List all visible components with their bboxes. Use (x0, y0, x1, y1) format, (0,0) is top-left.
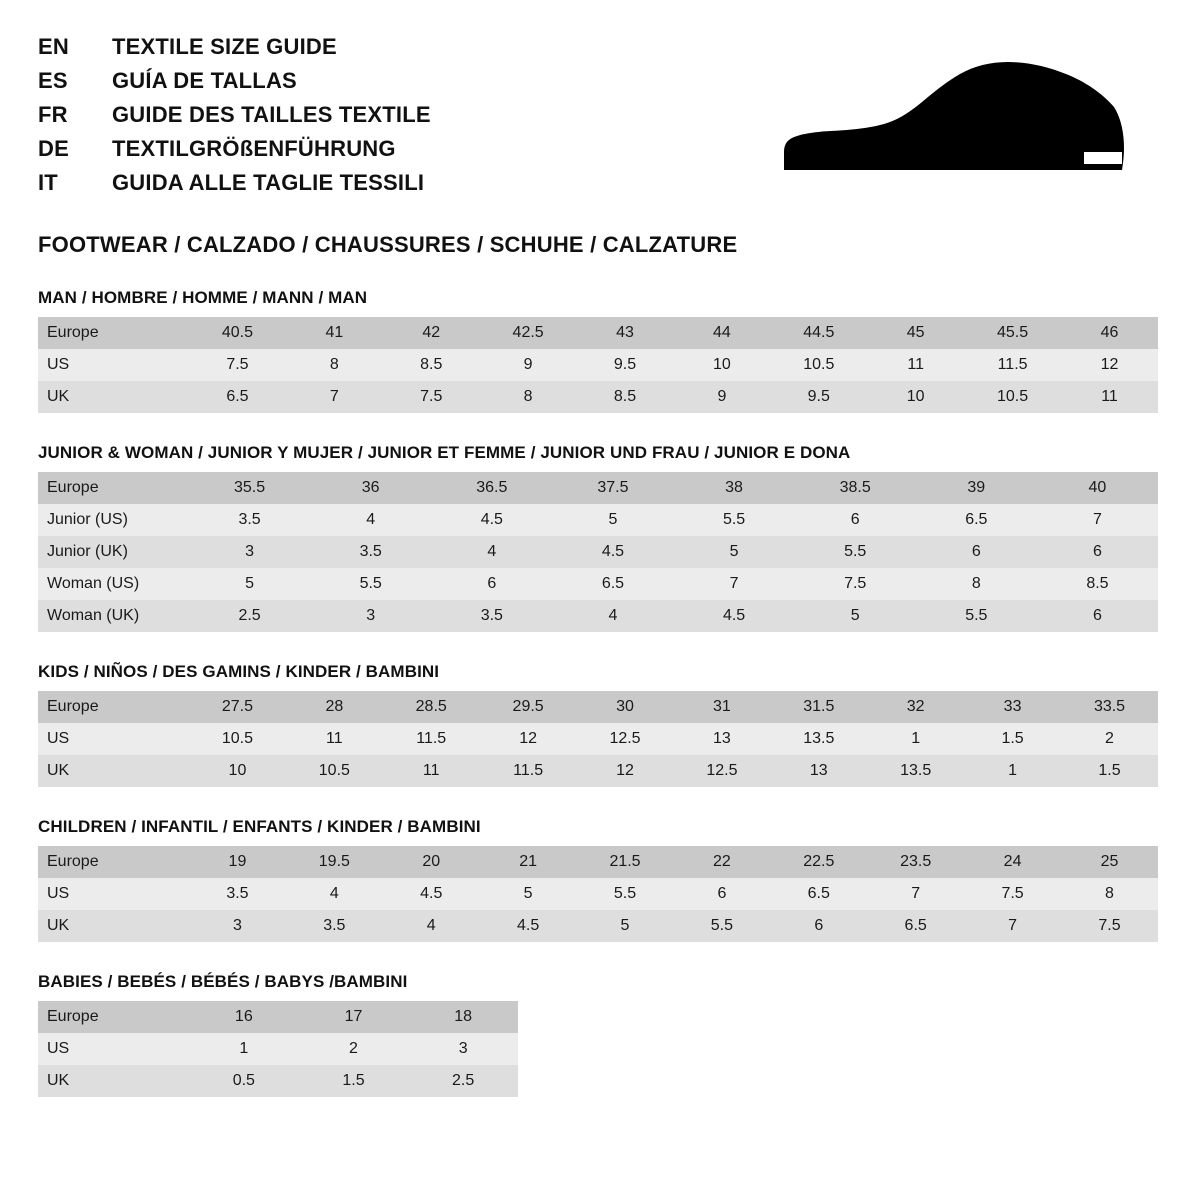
table-row (38, 910, 1158, 942)
size-cell: 6.5 (916, 504, 1037, 536)
size-cell: 4 (286, 878, 383, 910)
table-row (38, 472, 1158, 504)
size-cell: 6 (795, 504, 916, 536)
table-row (38, 381, 1158, 413)
group-title: CHILDREN / INFANTIL / ENFANTS / KINDER / BAMBINI (38, 817, 481, 836)
size-cell: 6 (431, 568, 552, 600)
group-title: KIDS / NIÑOS / DES GAMINS / KINDER / BAMBINI (38, 662, 440, 681)
row-label: Junior (UK) (38, 536, 189, 568)
row-label: Woman (UK) (38, 600, 189, 632)
size-cell: 2 (299, 1033, 409, 1065)
size-cell: 12 (1061, 349, 1158, 381)
size-cell: 1.5 (1061, 755, 1158, 787)
size-cell: 30 (577, 691, 674, 723)
size-cell: 25 (1061, 846, 1158, 878)
size-cell: 24 (964, 846, 1061, 878)
size-cell: 5 (674, 536, 795, 568)
size-cell: 11.5 (480, 755, 577, 787)
size-cell: 10.5 (770, 349, 867, 381)
size-cell: 31.5 (770, 691, 867, 723)
row-label: UK (38, 381, 189, 413)
size-cell: 3 (189, 910, 286, 942)
size-cell: 18 (408, 1001, 518, 1033)
size-cell: 9 (480, 349, 577, 381)
size-cell: 3.5 (431, 600, 552, 632)
size-cell: 13.5 (770, 723, 867, 755)
size-cell: 3.5 (189, 504, 310, 536)
language-code: ES (38, 68, 68, 93)
size-cell: 29.5 (480, 691, 577, 723)
size-cell: 23.5 (867, 846, 964, 878)
row-label: Woman (US) (38, 568, 189, 600)
size-cell: 6.5 (552, 568, 673, 600)
size-cell: 1 (189, 1033, 299, 1065)
size-cell: 8 (1061, 878, 1158, 910)
size-cell: 6.5 (189, 381, 286, 413)
size-cell: 16 (189, 1001, 299, 1033)
size-cell: 7 (1037, 504, 1158, 536)
table-row (38, 600, 1158, 632)
size-cell: 13 (673, 723, 770, 755)
size-cell: 5 (189, 568, 310, 600)
size-cell: 5.5 (673, 910, 770, 942)
size-cell: 5.5 (795, 536, 916, 568)
size-group-junior-woman (38, 443, 1162, 632)
group-title: BABIES / BEBÉS / BÉBÉS / BABYS /BAMBINI (38, 972, 408, 991)
size-group-kids (38, 662, 1162, 787)
size-cell: 38 (674, 472, 795, 504)
size-cell: 44 (673, 317, 770, 349)
size-cell: 6.5 (867, 910, 964, 942)
size-cell: 22 (673, 846, 770, 878)
size-cell: 7.5 (189, 349, 286, 381)
row-label: UK (38, 755, 189, 787)
size-cell: 2 (1061, 723, 1158, 755)
size-cell: 6 (1037, 600, 1158, 632)
size-cell: 8 (286, 349, 383, 381)
size-cell: 5 (480, 878, 577, 910)
size-cell: 6 (770, 910, 867, 942)
size-cell: 4.5 (383, 878, 480, 910)
size-cell: 44.5 (770, 317, 867, 349)
table-row (38, 536, 1158, 568)
language-code: IT (38, 170, 58, 195)
size-cell: 8.5 (383, 349, 480, 381)
size-cell: 5.5 (916, 600, 1037, 632)
table-row (38, 317, 1158, 349)
size-cell: 33 (964, 691, 1061, 723)
size-table-babies (38, 1001, 518, 1097)
size-cell: 40 (1037, 472, 1158, 504)
size-cell: 11 (1061, 381, 1158, 413)
row-label: UK (38, 1065, 189, 1097)
size-cell: 19 (189, 846, 286, 878)
document-header (38, 34, 1162, 204)
size-cell: 5 (552, 504, 673, 536)
size-table-man (38, 317, 1158, 413)
table-row (38, 349, 1158, 381)
size-cell: 21.5 (577, 846, 674, 878)
size-cell: 7.5 (1061, 910, 1158, 942)
size-cell: 11 (383, 755, 480, 787)
language-title: GUÍA DE TALLAS (112, 68, 297, 93)
size-cell: 6 (1037, 536, 1158, 568)
size-cell: 13 (770, 755, 867, 787)
size-cell: 5.5 (577, 878, 674, 910)
row-label: Europe (38, 691, 189, 723)
size-cell: 13.5 (867, 755, 964, 787)
size-cell: 12 (577, 755, 674, 787)
size-cell: 33.5 (1061, 691, 1158, 723)
size-cell: 10.5 (189, 723, 286, 755)
table-row (38, 755, 1158, 787)
row-label: Europe (38, 1001, 189, 1033)
size-cell: 27.5 (189, 691, 286, 723)
language-row-it (38, 170, 431, 196)
size-cell: 22.5 (770, 846, 867, 878)
size-cell: 11.5 (383, 723, 480, 755)
size-group-babies (38, 972, 1162, 1097)
language-title: TEXTILGRÖßENFÜHRUNG (112, 136, 396, 161)
size-cell: 11 (867, 349, 964, 381)
size-cell: 11 (286, 723, 383, 755)
size-cell: 8 (480, 381, 577, 413)
size-cell: 7.5 (964, 878, 1061, 910)
language-row-es (38, 68, 431, 94)
size-cell: 45 (867, 317, 964, 349)
size-cell: 28 (286, 691, 383, 723)
size-cell: 4.5 (431, 504, 552, 536)
size-cell: 7 (964, 910, 1061, 942)
table-row (38, 723, 1158, 755)
table-row (38, 1065, 518, 1097)
size-cell: 7.5 (795, 568, 916, 600)
size-cell: 43 (577, 317, 674, 349)
size-cell: 19.5 (286, 846, 383, 878)
size-cell: 41 (286, 317, 383, 349)
table-row (38, 846, 1158, 878)
language-code: EN (38, 34, 69, 59)
size-group-children (38, 817, 1162, 942)
row-label: Europe (38, 317, 189, 349)
size-cell: 37.5 (552, 472, 673, 504)
size-cell: 10 (867, 381, 964, 413)
size-cell: 42 (383, 317, 480, 349)
size-cell: 36.5 (431, 472, 552, 504)
row-label: Europe (38, 472, 189, 504)
size-cell: 6 (916, 536, 1037, 568)
size-cell: 1.5 (964, 723, 1061, 755)
language-title: TEXTILE SIZE GUIDE (112, 34, 337, 59)
size-cell: 7 (674, 568, 795, 600)
size-cell: 3 (310, 600, 431, 632)
table-row (38, 878, 1158, 910)
size-cell: 12 (480, 723, 577, 755)
size-cell: 3 (408, 1033, 518, 1065)
language-row-de (38, 136, 431, 162)
size-cell: 40.5 (189, 317, 286, 349)
size-cell: 7.5 (383, 381, 480, 413)
size-cell: 5 (577, 910, 674, 942)
size-cell: 21 (480, 846, 577, 878)
size-cell: 4.5 (480, 910, 577, 942)
size-cell: 4 (383, 910, 480, 942)
language-code: DE (38, 136, 69, 161)
group-title: MAN / HOMBRE / HOMME / MANN / MAN (38, 288, 368, 307)
language-list (38, 34, 431, 204)
language-row-fr (38, 102, 431, 128)
size-cell: 42.5 (480, 317, 577, 349)
size-cell: 10.5 (964, 381, 1061, 413)
category-title: FOOTWEAR / CALZADO / CHAUSSURES / SCHUHE / CALZATURE (38, 232, 738, 257)
row-label: US (38, 878, 189, 910)
size-cell: 8 (916, 568, 1037, 600)
size-cell: 4 (552, 600, 673, 632)
size-cell: 4 (431, 536, 552, 568)
size-cell: 5.5 (674, 504, 795, 536)
size-cell: 5 (795, 600, 916, 632)
size-cell: 10 (673, 349, 770, 381)
size-cell: 28.5 (383, 691, 480, 723)
size-cell: 10 (189, 755, 286, 787)
size-cell: 6 (673, 878, 770, 910)
size-cell: 1 (867, 723, 964, 755)
size-cell: 9.5 (770, 381, 867, 413)
size-cell: 6.5 (770, 878, 867, 910)
size-cell: 5.5 (310, 568, 431, 600)
size-cell: 7 (286, 381, 383, 413)
size-cell: 38.5 (795, 472, 916, 504)
size-cell: 36 (310, 472, 431, 504)
table-row (38, 691, 1158, 723)
row-label: US (38, 1033, 189, 1065)
size-cell: 3.5 (189, 878, 286, 910)
size-cell: 10.5 (286, 755, 383, 787)
size-cell: 31 (673, 691, 770, 723)
size-cell: 3.5 (286, 910, 383, 942)
row-label: US (38, 723, 189, 755)
size-cell: 4 (310, 504, 431, 536)
row-label: UK (38, 910, 189, 942)
size-cell: 46 (1061, 317, 1158, 349)
language-code: FR (38, 102, 68, 127)
row-label: Junior (US) (38, 504, 189, 536)
size-cell: 17 (299, 1001, 409, 1033)
size-table-children (38, 846, 1158, 942)
size-cell: 2.5 (189, 600, 310, 632)
size-cell: 4.5 (552, 536, 673, 568)
size-group-man (38, 288, 1162, 413)
size-cell: 35.5 (189, 472, 310, 504)
size-cell: 12.5 (577, 723, 674, 755)
size-cell: 9 (673, 381, 770, 413)
dress-shoe-icon (774, 34, 1162, 182)
language-row-en (38, 34, 431, 60)
size-cell: 39 (916, 472, 1037, 504)
size-cell: 45.5 (964, 317, 1061, 349)
size-cell: 32 (867, 691, 964, 723)
size-cell: 1.5 (299, 1065, 409, 1097)
table-row (38, 568, 1158, 600)
language-title: GUIDA ALLE TAGLIE TESSILI (112, 170, 425, 195)
size-cell: 20 (383, 846, 480, 878)
table-row (38, 504, 1158, 536)
size-cell: 3.5 (310, 536, 431, 568)
size-cell: 2.5 (408, 1065, 518, 1097)
size-table-kids (38, 691, 1158, 787)
size-cell: 8.5 (577, 381, 674, 413)
size-cell: 0.5 (189, 1065, 299, 1097)
size-cell: 1 (964, 755, 1061, 787)
language-title: GUIDE DES TAILLES TEXTILE (112, 102, 431, 127)
size-table-junior-woman (38, 472, 1158, 632)
size-cell: 4.5 (674, 600, 795, 632)
size-cell: 9.5 (577, 349, 674, 381)
table-row (38, 1001, 518, 1033)
size-cell: 3 (189, 536, 310, 568)
row-label: Europe (38, 846, 189, 878)
size-cell: 8.5 (1037, 568, 1158, 600)
group-title: JUNIOR & WOMAN / JUNIOR Y MUJER / JUNIOR ET FEMME / JUNIOR UND FRAU / JUNIOR E DONA (38, 443, 851, 462)
size-cell: 7 (867, 878, 964, 910)
table-row (38, 1033, 518, 1065)
size-cell: 12.5 (673, 755, 770, 787)
row-label: US (38, 349, 189, 381)
size-cell: 11.5 (964, 349, 1061, 381)
